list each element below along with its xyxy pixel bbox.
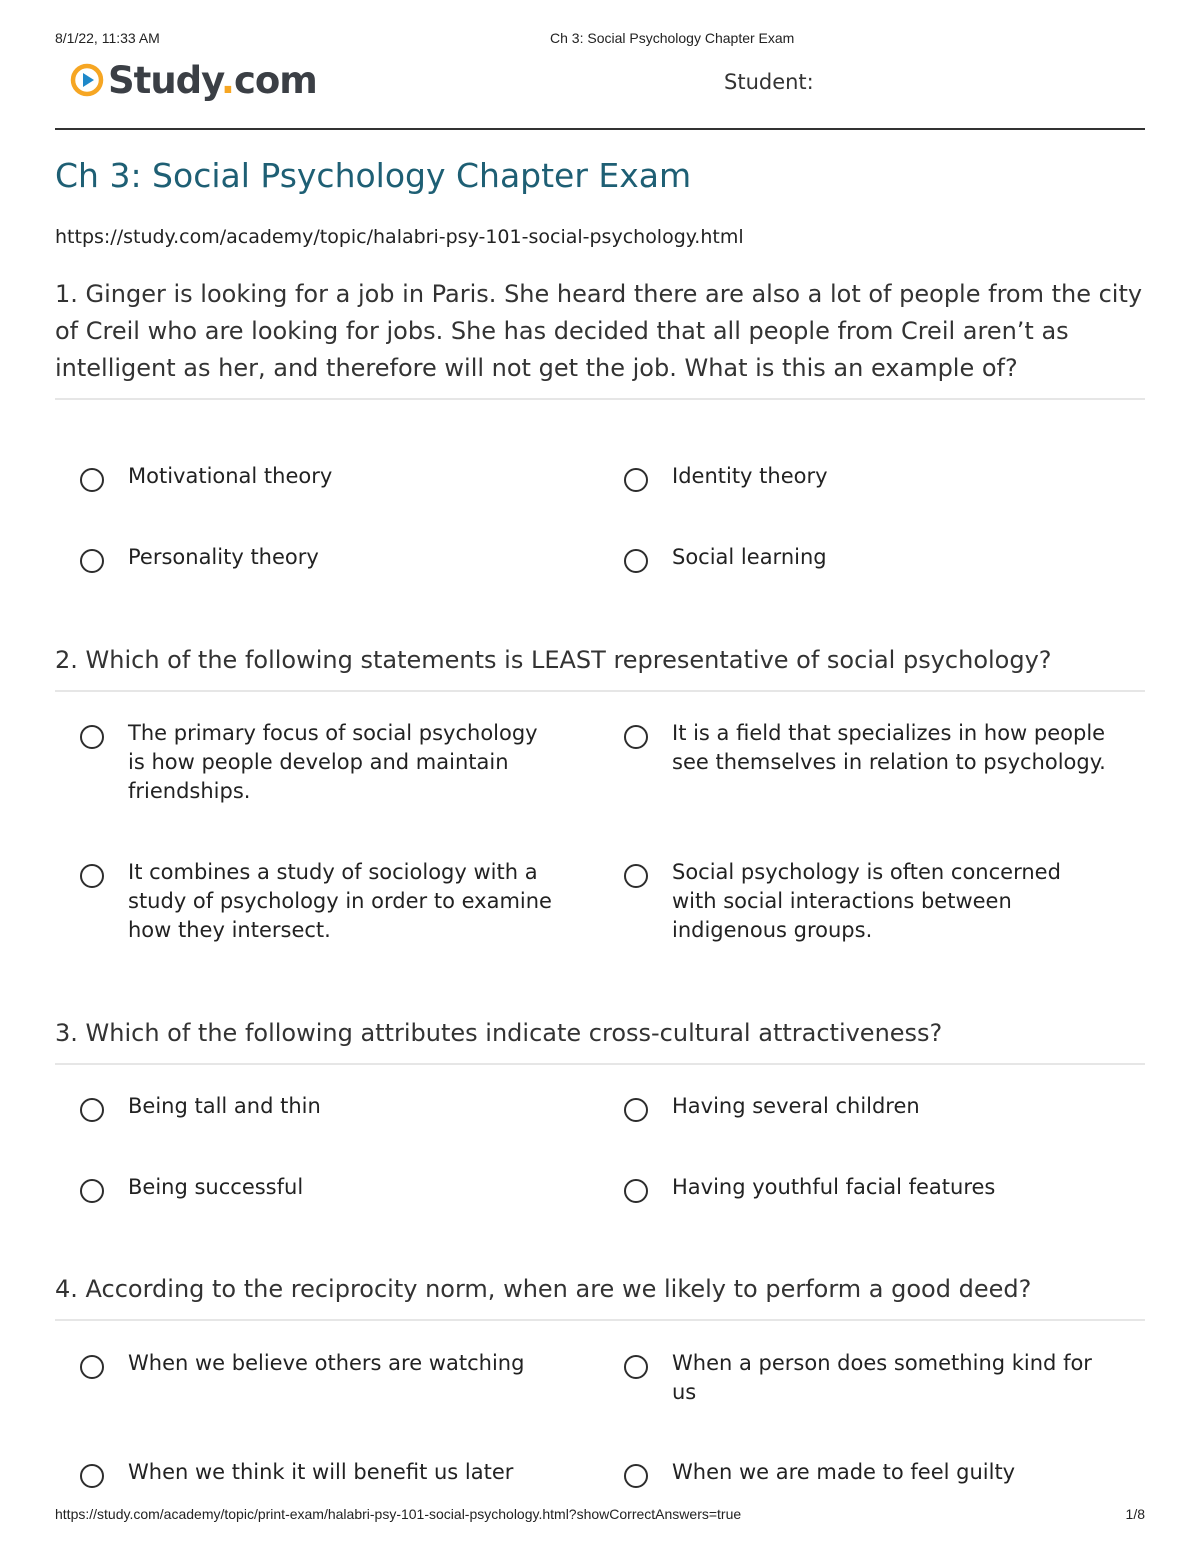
- answer-option[interactable]: [80, 1349, 560, 1379]
- question-divider: [55, 690, 1145, 692]
- question-divider: [55, 398, 1145, 400]
- answer-option[interactable]: [624, 1349, 1124, 1407]
- radio-button[interactable]: [80, 1464, 104, 1488]
- answer-text: When we are made to feel guilty: [672, 1460, 1016, 1484]
- radio-button[interactable]: [624, 864, 648, 888]
- answer-text: Social psychology is often concerned with social interactions between indigenous groups.: [672, 860, 1061, 942]
- answer-option[interactable]: [624, 1458, 1104, 1488]
- answer-text: It is a field that specializes in how people see themselves in relation to psychology.: [672, 721, 1106, 774]
- radio-button[interactable]: [80, 1098, 104, 1122]
- answer-text: The primary focus of social psychology is how people develop and maintain friendships.: [128, 721, 538, 803]
- print-header: [55, 30, 1145, 50]
- question-divider: [55, 1063, 1145, 1065]
- answer-text: Identity theory: [672, 464, 828, 488]
- answer-text: Being successful: [128, 1175, 304, 1199]
- answer-text: Having youthful facial features: [672, 1175, 996, 1199]
- radio-button[interactable]: [624, 549, 648, 573]
- question-1: [55, 276, 1145, 400]
- answer-option[interactable]: [624, 1173, 1104, 1203]
- page-number: 1/8: [1125, 1506, 1145, 1522]
- print-page-title: Ch 3: Social Psychology Chapter Exam: [550, 30, 795, 46]
- answer-option[interactable]: [624, 462, 1104, 492]
- answer-option[interactable]: [624, 719, 1134, 777]
- answer-text: Motivational theory: [128, 464, 333, 488]
- question-text: 2. Which of the following statements is LEAST representative of social psychology?: [55, 646, 1052, 674]
- radio-button[interactable]: [624, 1464, 648, 1488]
- highlight-mark: [648, 773, 864, 807]
- study-com-logo[interactable]: [70, 58, 317, 102]
- answer-option[interactable]: [624, 543, 1104, 573]
- header-divider: [55, 128, 1145, 130]
- exam-url[interactable]: https://study.com/academy/topic/halabri-psy-101-social-psychology.html: [55, 226, 744, 248]
- student-label: Student:: [724, 70, 814, 94]
- answer-text: Having several children: [672, 1094, 920, 1118]
- answer-option[interactable]: [80, 1173, 560, 1203]
- answer-text: When we believe others are watching: [128, 1351, 525, 1375]
- answer-option[interactable]: [80, 462, 560, 492]
- print-footer: [55, 1506, 1145, 1522]
- answer-option[interactable]: [80, 719, 560, 806]
- radio-button[interactable]: [624, 1098, 648, 1122]
- answer-option[interactable]: [624, 858, 1094, 945]
- answer-text: Being tall and thin: [128, 1094, 321, 1118]
- answer-option[interactable]: [624, 1092, 1104, 1122]
- radio-button[interactable]: [80, 725, 104, 749]
- radio-button[interactable]: [624, 1355, 648, 1379]
- exam-title: Ch 3: Social Psychology Chapter Exam: [55, 156, 692, 195]
- question-4: [55, 1271, 1145, 1321]
- print-footer-url: https://study.com/academy/topic/print-exam/halabri-psy-101-social-psychology.html?showCorrectAnswers=true: [55, 1506, 742, 1522]
- radio-button[interactable]: [624, 725, 648, 749]
- question-text: 4. According to the reciprocity norm, when are we likely to perform a good deed?: [55, 1275, 1032, 1303]
- question-2: [55, 642, 1145, 692]
- radio-button[interactable]: [80, 1179, 104, 1203]
- answer-option[interactable]: [80, 858, 560, 945]
- question-text: 3. Which of the following attributes indicate cross-cultural attractiveness?: [55, 1019, 943, 1047]
- answer-option[interactable]: [80, 1092, 560, 1122]
- answer-option[interactable]: [80, 1458, 560, 1488]
- answer-text: Social learning: [672, 545, 827, 569]
- answer-option[interactable]: [80, 543, 560, 573]
- question-divider: [55, 1319, 1145, 1321]
- radio-button[interactable]: [80, 549, 104, 573]
- answer-text: It combines a study of sociology with a study of psychology in order to examine how they intersect.: [128, 860, 552, 942]
- answer-text: Personality theory: [128, 545, 319, 569]
- radio-button[interactable]: [80, 864, 104, 888]
- answer-text: When a person does something kind for us: [672, 1351, 1092, 1404]
- radio-button[interactable]: [80, 1355, 104, 1379]
- play-logo-icon: [70, 63, 104, 97]
- question-text: 1. Ginger is looking for a job in Paris. She heard there are also a lot of people from the city of Creil who are looking for jobs. She has decided that all people from Creil aren’t as intelligent as her, and therefore will not get the job. What is this an example of?: [55, 280, 1143, 382]
- radio-button[interactable]: [624, 1179, 648, 1203]
- radio-button[interactable]: [80, 468, 104, 492]
- print-datetime: 8/1/22, 11:33 AM: [55, 30, 160, 46]
- answer-text: When we think it will benefit us later: [128, 1460, 514, 1484]
- question-3: [55, 1015, 1145, 1065]
- radio-button[interactable]: [624, 468, 648, 492]
- logo-wordmark: Study.com: [108, 58, 317, 102]
